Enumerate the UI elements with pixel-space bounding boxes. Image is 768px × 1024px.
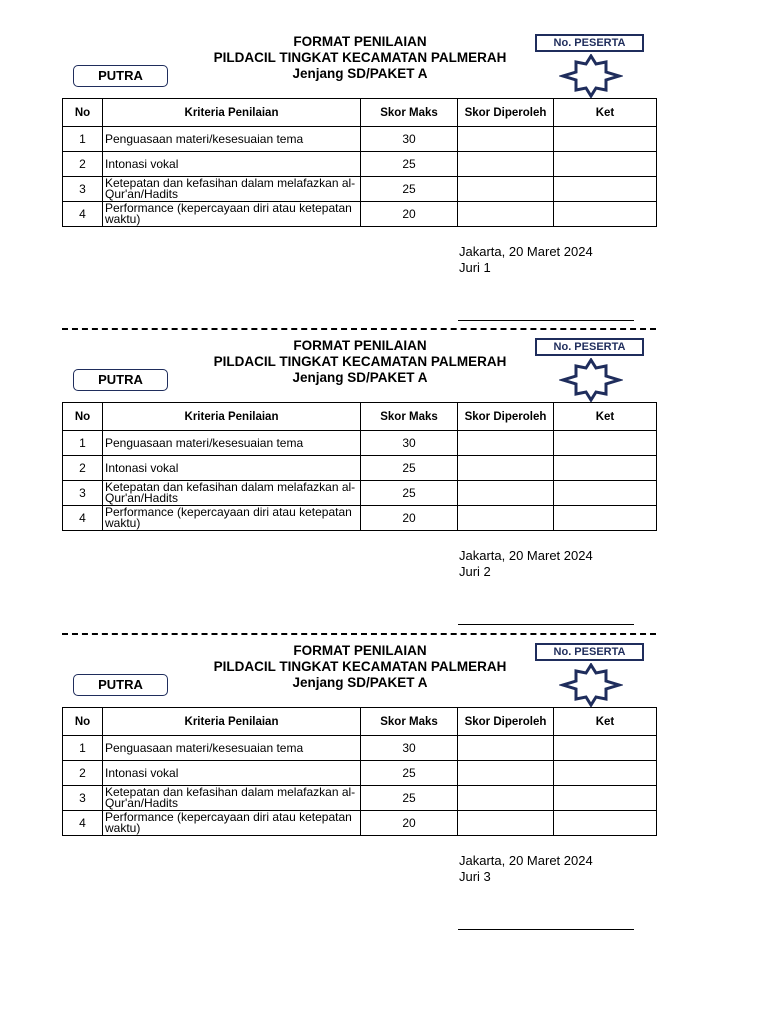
table-row <box>63 431 657 456</box>
row-criteria: Performance (kepercayaan diri atau ketepatan waktu) <box>103 811 361 836</box>
criteria-table <box>62 98 657 227</box>
form-subtitle: PILDACIL TINGKAT KECAMATAN PALMERAH <box>213 659 507 674</box>
col-header-note: Ket <box>554 99 657 127</box>
form-title: FORMAT PENILAIAN <box>293 338 427 353</box>
row-note[interactable] <box>554 456 657 481</box>
row-max-score: 30 <box>361 127 458 152</box>
row-score-input[interactable] <box>458 761 554 786</box>
form-level: Jenjang SD/PAKET A <box>292 675 428 690</box>
judge-label: Juri 3 <box>459 869 491 884</box>
row-criteria: Intonasi vokal <box>103 761 361 786</box>
row-score-input[interactable] <box>458 152 554 177</box>
row-criteria: Penguasaan materi/kesesuaian tema <box>103 127 361 152</box>
row-max-score: 25 <box>361 786 458 811</box>
row-note[interactable] <box>554 127 657 152</box>
col-header-criteria: Kriteria Penilaian <box>103 708 361 736</box>
col-header-note: Ket <box>554 708 657 736</box>
col-header-max-score: Skor Maks <box>361 403 458 431</box>
row-score-input[interactable] <box>458 506 554 531</box>
signature-date: Jakarta, 20 Maret 2024 <box>459 548 593 563</box>
row-criteria: Intonasi vokal <box>103 456 361 481</box>
row-score-input[interactable] <box>458 127 554 152</box>
col-header-max-score: Skor Maks <box>361 708 458 736</box>
row-max-score: 25 <box>361 481 458 506</box>
form-title: FORMAT PENILAIAN <box>293 643 427 658</box>
row-number: 1 <box>63 736 103 761</box>
row-number: 3 <box>63 177 103 202</box>
row-note[interactable] <box>554 202 657 227</box>
judge-label: Juri 1 <box>459 260 491 275</box>
row-criteria: Performance (kepercayaan diri atau ketepatan waktu) <box>103 202 361 227</box>
form-level: Jenjang SD/PAKET A <box>292 66 428 81</box>
col-header-no: No <box>63 403 103 431</box>
row-number: 3 <box>63 786 103 811</box>
table-row <box>63 761 657 786</box>
row-note[interactable] <box>554 786 657 811</box>
table-row <box>63 202 657 227</box>
signature-date: Jakarta, 20 Maret 2024 <box>459 853 593 868</box>
criteria-table <box>62 707 657 836</box>
score-form-3 <box>0 609 768 909</box>
row-note[interactable] <box>554 431 657 456</box>
table-row <box>63 456 657 481</box>
category-badge: PUTRA <box>73 65 168 87</box>
row-number: 2 <box>63 456 103 481</box>
table-row <box>63 811 657 836</box>
table-header-row <box>63 403 657 431</box>
form-level: Jenjang SD/PAKET A <box>292 370 428 385</box>
row-number: 1 <box>63 127 103 152</box>
row-max-score: 20 <box>361 506 458 531</box>
row-score-input[interactable] <box>458 736 554 761</box>
judge-label: Juri 2 <box>459 564 491 579</box>
row-note[interactable] <box>554 736 657 761</box>
table-row <box>63 736 657 761</box>
score-form-1 <box>0 0 768 300</box>
signature-date: Jakarta, 20 Maret 2024 <box>459 244 593 259</box>
row-max-score: 20 <box>361 811 458 836</box>
col-header-note: Ket <box>554 403 657 431</box>
col-header-no: No <box>63 99 103 127</box>
participant-number-label: No. PESERTA <box>535 34 644 52</box>
row-note[interactable] <box>554 177 657 202</box>
table-row <box>63 506 657 531</box>
row-criteria: Penguasaan materi/kesesuaian tema <box>103 431 361 456</box>
col-header-score: Skor Diperoleh <box>458 99 554 127</box>
col-header-score: Skor Diperoleh <box>458 403 554 431</box>
table-row <box>63 177 657 202</box>
form-subtitle: PILDACIL TINGKAT KECAMATAN PALMERAH <box>213 354 507 369</box>
cut-line-1 <box>62 328 656 330</box>
table-row <box>63 152 657 177</box>
category-badge: PUTRA <box>73 674 168 696</box>
row-score-input[interactable] <box>458 811 554 836</box>
criteria-table <box>62 402 657 531</box>
row-note[interactable] <box>554 811 657 836</box>
row-note[interactable] <box>554 481 657 506</box>
cut-line-2 <box>62 633 656 635</box>
row-note[interactable] <box>554 761 657 786</box>
category-badge: PUTRA <box>73 369 168 391</box>
row-criteria: Intonasi vokal <box>103 152 361 177</box>
col-header-max-score: Skor Maks <box>361 99 458 127</box>
row-number: 2 <box>63 152 103 177</box>
row-number: 4 <box>63 202 103 227</box>
row-criteria: Penguasaan materi/kesesuaian tema <box>103 736 361 761</box>
row-score-input[interactable] <box>458 786 554 811</box>
row-number: 4 <box>63 811 103 836</box>
form-title: FORMAT PENILAIAN <box>293 34 427 49</box>
table-row <box>63 786 657 811</box>
row-number: 1 <box>63 431 103 456</box>
table-header-row <box>63 99 657 127</box>
participant-number-label: No. PESERTA <box>535 338 644 356</box>
row-max-score: 25 <box>361 152 458 177</box>
row-score-input[interactable] <box>458 177 554 202</box>
table-row <box>63 481 657 506</box>
score-form-2 <box>0 304 768 604</box>
row-criteria: Ketepatan dan kefasihan dalam melafazkan al-Qur'an/Hadits <box>103 481 361 506</box>
row-max-score: 25 <box>361 761 458 786</box>
col-header-criteria: Kriteria Penilaian <box>103 99 361 127</box>
row-max-score: 20 <box>361 202 458 227</box>
row-note[interactable] <box>554 152 657 177</box>
row-number: 3 <box>63 481 103 506</box>
row-max-score: 30 <box>361 431 458 456</box>
row-note[interactable] <box>554 506 657 531</box>
row-score-input[interactable] <box>458 481 554 506</box>
star-icon <box>559 358 623 402</box>
signature-line <box>458 929 634 930</box>
table-header-row <box>63 708 657 736</box>
star-icon <box>559 663 623 707</box>
col-header-score: Skor Diperoleh <box>458 708 554 736</box>
row-number: 2 <box>63 761 103 786</box>
star-icon <box>559 54 623 98</box>
row-criteria: Ketepatan dan kefasihan dalam melafazkan al-Qur'an/Hadits <box>103 786 361 811</box>
row-number: 4 <box>63 506 103 531</box>
row-criteria: Performance (kepercayaan diri atau ketepatan waktu) <box>103 506 361 531</box>
row-max-score: 30 <box>361 736 458 761</box>
row-score-input[interactable] <box>458 202 554 227</box>
row-max-score: 25 <box>361 456 458 481</box>
row-max-score: 25 <box>361 177 458 202</box>
participant-number-label: No. PESERTA <box>535 643 644 661</box>
col-header-criteria: Kriteria Penilaian <box>103 403 361 431</box>
row-criteria: Ketepatan dan kefasihan dalam melafazkan al-Qur'an/Hadits <box>103 177 361 202</box>
form-subtitle: PILDACIL TINGKAT KECAMATAN PALMERAH <box>213 50 507 65</box>
row-score-input[interactable] <box>458 456 554 481</box>
row-score-input[interactable] <box>458 431 554 456</box>
table-row <box>63 127 657 152</box>
col-header-no: No <box>63 708 103 736</box>
